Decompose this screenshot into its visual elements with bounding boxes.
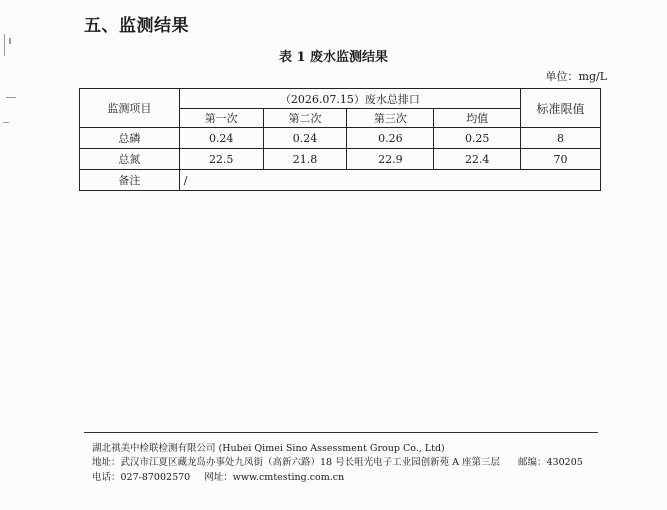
note-value: / bbox=[179, 170, 600, 191]
table-row bbox=[80, 149, 601, 170]
footer-address: 地址：武汉市江夏区藏龙岛办事处九凤街（高新六路）18 号长咀光电子工业园创新苑 A 座第三层 bbox=[92, 457, 501, 468]
row-item: 总氮 bbox=[80, 149, 180, 170]
row-value: 22.9 bbox=[347, 149, 434, 170]
footer-phone: 电话：027-87002570 bbox=[92, 472, 191, 483]
sub-header: 均值 bbox=[434, 109, 521, 128]
group-header: （2026.07.15）废水总排口 bbox=[179, 89, 520, 109]
footer-postcode: 邮编：430205 bbox=[518, 457, 583, 468]
section-title: 五、监测结果 bbox=[84, 16, 189, 36]
scan-artifact bbox=[9, 38, 11, 44]
sub-header: 第二次 bbox=[263, 109, 347, 128]
row-value: 0.24 bbox=[179, 128, 263, 149]
scan-artifact bbox=[3, 122, 9, 123]
standard-header: 标准限值 bbox=[521, 89, 601, 128]
row-value: 22.4 bbox=[434, 149, 521, 170]
footer-address-line bbox=[92, 454, 583, 468]
row-value: 0.24 bbox=[263, 128, 347, 149]
row-value: 0.25 bbox=[434, 128, 521, 149]
footer-website: 网址：www.cmtesting.com.cn bbox=[204, 472, 345, 483]
unit-label: 单位：mg/L bbox=[545, 70, 607, 83]
row-value: 22.5 bbox=[179, 149, 263, 170]
table-row bbox=[80, 128, 601, 149]
footer-divider bbox=[84, 432, 598, 433]
row-value: 0.26 bbox=[347, 128, 434, 149]
row-limit: 8 bbox=[521, 128, 601, 149]
note-label: 备注 bbox=[80, 170, 180, 191]
row-limit: 70 bbox=[521, 149, 601, 170]
scan-artifact bbox=[6, 97, 16, 98]
footer-contact-line bbox=[92, 469, 344, 483]
row-value: 21.8 bbox=[263, 149, 347, 170]
item-header: 监测项目 bbox=[80, 89, 180, 128]
table-caption: 表 1 废水监测结果 bbox=[278, 50, 389, 65]
row-item: 总磷 bbox=[80, 128, 180, 149]
wastewater-results-table bbox=[79, 88, 601, 191]
sub-header: 第一次 bbox=[179, 109, 263, 128]
footer-company: 湖北祺美中检联检测有限公司 (Hubei Qimei Sino Assessment Group Co., Ltd) bbox=[92, 443, 445, 454]
sub-header: 第三次 bbox=[347, 109, 434, 128]
note-row bbox=[80, 170, 601, 191]
